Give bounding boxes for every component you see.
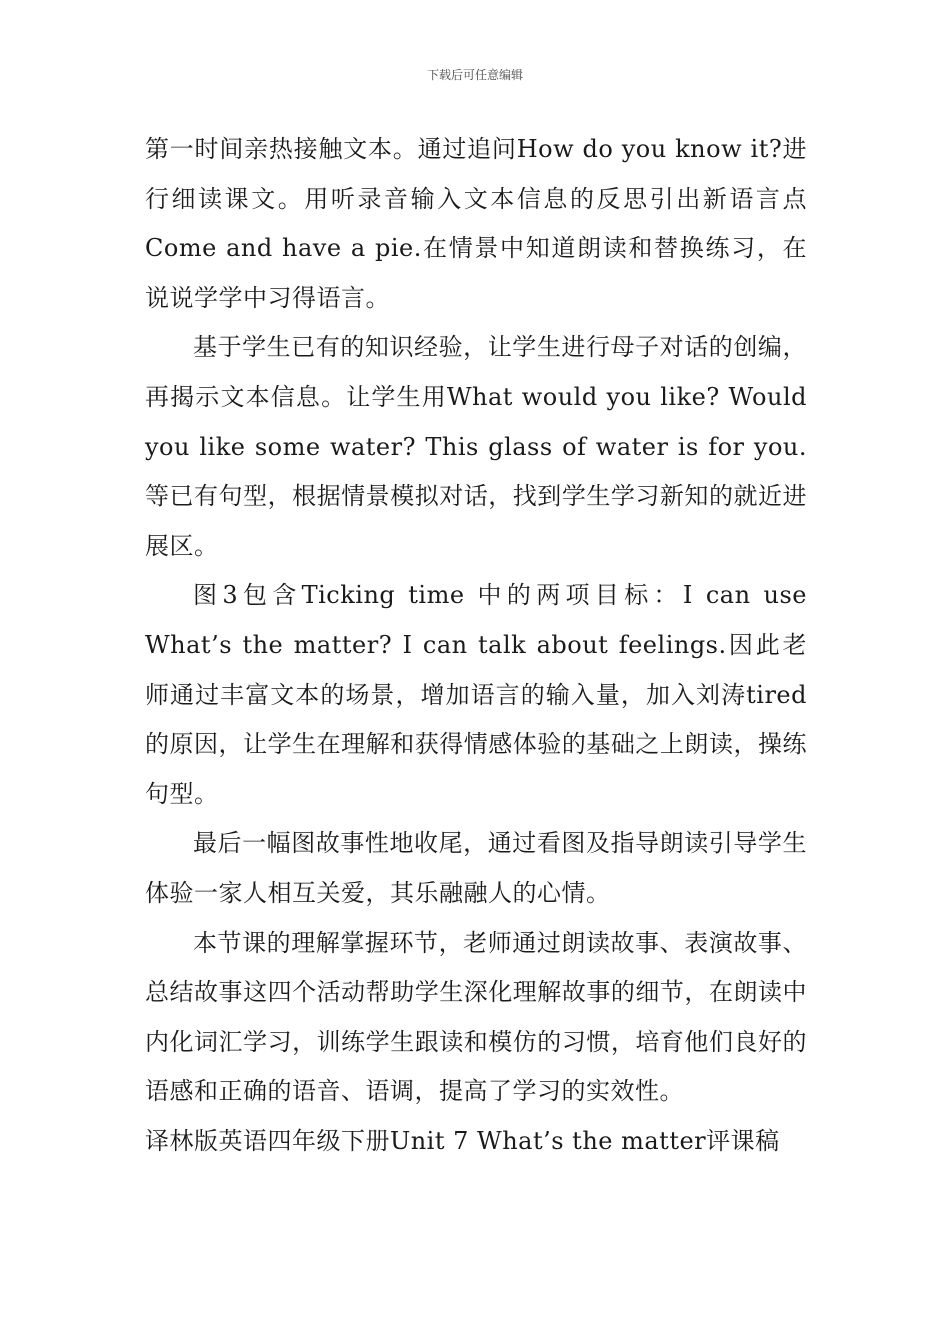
document-title-line: 译林版英语四年级下册Unit 7 What’s the matter评课稿: [145, 1126, 780, 1155]
paragraph-2: 基于学生已有的知识经验，让学生进行母子对话的创编，再揭示文本信息。让学生用What would you like? Would you like some water? This glass of water is for you.等已有句型，根据情景模拟对话，找到学生学习新知的就近进展区。: [145, 333, 807, 560]
paragraph-1: 第一时间亲热接触文本。通过追问How do you know it?进行细读课文。用听录音输入文本信息的反思引出新语言点Come and have a pie.在情景中知道朗读和替换练习，在说说学学中习得语言。: [145, 135, 807, 312]
paragraph-5: 本节课的理解掌握环节，老师通过朗读故事、表演故事、总结故事这四个活动帮助学生深化理解故事的细节，在朗读中内化词汇学习，训练学生跟读和模仿的习惯，培育他们良好的语感和正确的语音、语调，提高了学习的实效性。: [145, 928, 807, 1106]
paragraph-3: 图3包含Ticking time 中的两项目标：I can use What’s the matter? I can talk about feelings.因此老师通过丰富文本的场景，增加语言的输入量，加入刘涛tired 的原因，让学生在理解和获得情感体验的基础之上朗读，操练句型。: [145, 581, 807, 808]
header-note: 下载后可任意编辑: [426, 68, 523, 82]
paragraph-4: 最后一幅图故事性地收尾，通过看图及指导朗读引导学生体验一家人相互关爱，其乐融融人的心情。: [145, 829, 807, 907]
body-text: [145, 125, 807, 1166]
